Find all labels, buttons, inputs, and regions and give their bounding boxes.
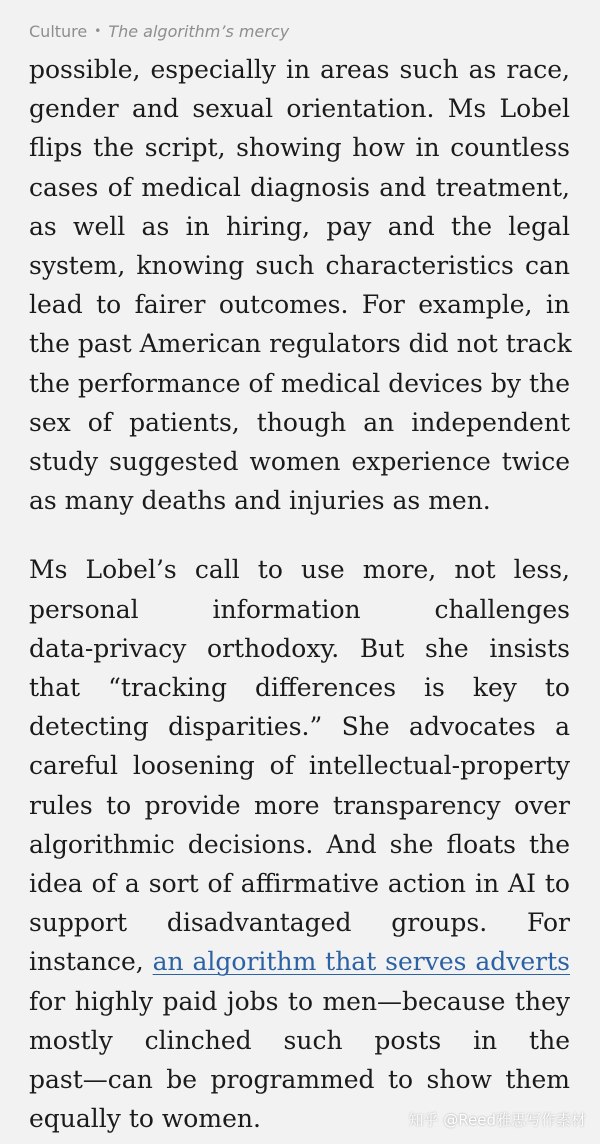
text-line: equally to women. xyxy=(29,1104,261,1134)
text-line: possible, especially in areas such as race, xyxy=(29,55,570,84)
reader-header xyxy=(29,22,289,41)
paragraph-2 xyxy=(29,550,570,1138)
text-line: study suggested women experience twice xyxy=(29,447,570,477)
text-line: as many deaths and injuries as men. xyxy=(29,486,491,516)
text-line-with-link xyxy=(29,942,570,981)
text-line: support disadvantaged groups. For xyxy=(29,908,570,938)
article-body xyxy=(29,50,570,1138)
section-label: Culture xyxy=(29,22,88,41)
text-line: flips the script, showing how in countless xyxy=(29,133,570,163)
text-line: personal information challenges xyxy=(29,594,570,624)
zhihu-watermark: 知乎 @Reed雅思写作素材 xyxy=(408,1111,586,1129)
text-line: idea of a sort of affirmative action in AI to xyxy=(29,869,570,899)
separator-dot: • xyxy=(94,24,102,38)
text-line: the past American regulators did not track xyxy=(29,329,572,359)
text-line: cases of medical diagnosis and treatment, xyxy=(29,172,570,202)
algorithm-adverts-link[interactable]: an algorithm that serves adverts xyxy=(152,947,570,977)
text-line: careful loosening of intellectual-property xyxy=(29,751,570,781)
text-line: data-privacy orthodoxy. But she insists xyxy=(29,633,570,663)
text-line: algorithmic decisions. And she floats the xyxy=(29,829,570,859)
paragraph-1 xyxy=(29,50,570,520)
text-line: lead to fairer outcomes. For example, in xyxy=(29,290,570,320)
text-line: for highly paid jobs to men—because they xyxy=(29,986,570,1016)
text-line: rules to provide more transparency over xyxy=(29,790,570,820)
text-line: the performance of medical devices by the xyxy=(29,368,570,398)
text-line: gender and sexual orientation. Ms Lobel xyxy=(29,94,570,124)
text-line: sex of patients, though an independent xyxy=(29,407,570,437)
instance-text: instance, xyxy=(29,947,144,977)
text-line: system, knowing such characteristics can xyxy=(29,251,570,281)
text-line: as well as in hiring, pay and the legal xyxy=(29,211,570,241)
chapter-title: The algorithm’s mercy xyxy=(108,22,290,41)
text-line: that “tracking differences is key to xyxy=(29,673,570,703)
text-line: detecting disparities.” She advocates a xyxy=(29,712,570,742)
text-line: Ms Lobel’s call to use more, not less, xyxy=(29,555,570,585)
text-line: mostly clinched such posts in the xyxy=(29,1025,570,1055)
text-line: past—can be programmed to show them xyxy=(29,1065,570,1095)
